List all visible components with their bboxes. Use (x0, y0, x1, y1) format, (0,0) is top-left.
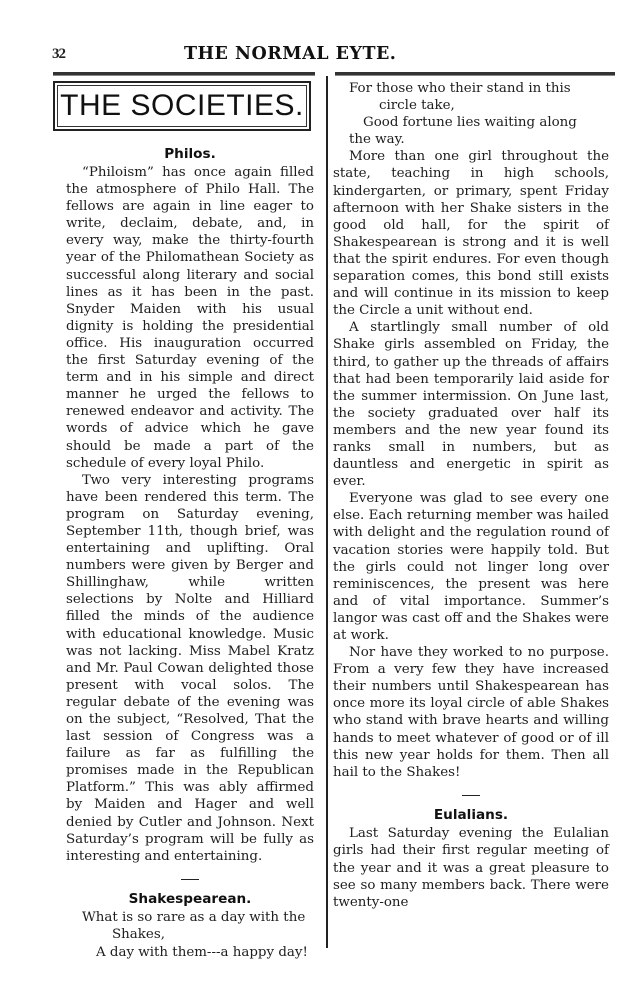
verse-line: What is so rare as a day with the (82, 910, 306, 926)
page-number: 32 (52, 46, 65, 62)
column-divider (326, 76, 328, 948)
section-separator (181, 879, 199, 881)
verse-line: For those who their stand in this (349, 81, 571, 96)
shakespearean-paragraph-3: Everyone was glad to see every one else. Each returning member was hailed with delight and the regulation round of vacation stories were happily told. But the girls could not linger long over reminiscences, the present was here and of vital importance. Summer’s langor was cast off and the Shakes were at work. (333, 491, 609, 643)
section-separator (462, 795, 480, 797)
header-rule-left (53, 72, 315, 76)
left-column (66, 145, 314, 961)
philos-paragraph-2: Two very interesting programs have been rendered this term. The program on Saturday evening, September 11th, though brief, was entertaining and uplifting. Oral numbers were given by Berger and Shillinghaw, while written selections by Nolte and Hilliard filled the minds of the audience with educational knowledge. Music was not lacking. Miss Mabel Kratz and Mr. Paul Cowan delighted those present with vocal solos. The regular debate of the evening was on the subject, “Resolved, That the last session of Congress was a failure as far as fulfilling the promises made in the Republican Platform.” This was ably affirmed by Maiden and Hager and well denied by Cutler and Johnson. Next Saturday’s program will be fully as interesting and entertaining. (66, 472, 314, 864)
verse-line: Good fortune lies waiting along (363, 115, 577, 131)
verse-line: circle take, (379, 98, 455, 114)
section-title-box-inner (57, 85, 307, 127)
shakespearean-paragraph-2: A startlingly small number of old Shake girls assembled on Friday, the third, to gather up the threads of affairs that had been temporarily laid aside for the summer intermission. On June last, the society graduated over half its members and the new year found its ranks small in numbers, but as dauntless and energetic in spirit as ever. (333, 320, 609, 490)
section-title: THE SOCIETIES. (60, 89, 304, 122)
section-title-box (53, 81, 311, 131)
header-rule-right (335, 72, 615, 76)
shakespearean-paragraph-1: More than one girl throughout the state, teaching in high schools, kindergarten, or primary, spent Friday afternoon with her Shake sisters in the good old hall, for the spirit of Shakespearean is strong and it is well that the spirit endures. For even though separation comes, this bond still exists and will continue in its mission to keep the Circle a unit without end. (333, 149, 609, 319)
heading-shakespearean: Shakespearean. (128, 891, 252, 908)
verse-line: Shakes, (112, 927, 165, 943)
philos-paragraph-1: “Philoism” has once again filled the atmosphere of Philo Hall. The fellows are again in line eager to write, declaim, debate, and, in every way, make the thirty-fourth year of the Philomathean Society as successful along literary and social lines as it has been in the past. Snyder Maiden with his usual dignity is holding the presidential office. His inauguration occurred the first Saturday evening of the term and in his simple and direct manner he urged the fellows to renewed endeavor and activity. The words of advice which he gave should be made a part of the schedule of every loyal Philo. (66, 165, 314, 471)
running-header (50, 42, 616, 68)
shakespearean-paragraph-4: Nor have they worked to no purpose. From a very few they have increased their numbers until Shakespearean has once more its loyal circle of able Shakes who stand with brave hearts and willing hands to meet whatever of good or of ill this new year holds for them. Then all hail to the Shakes! (333, 645, 609, 780)
verse-line: the way. (349, 132, 405, 148)
verse-line: A day with them---a happy day! (96, 944, 308, 960)
masthead-title: THE NORMAL EYTE. (184, 44, 397, 64)
eulalians-paragraph-1: Last Saturday evening the Eulalian girls had their first regular meeting of the year and it was a great pleasure to see so many members back. There were twenty-one (333, 826, 609, 910)
right-column (333, 80, 609, 911)
heading-philos: Philos. (164, 146, 216, 162)
heading-eulalians: Eulalians. (433, 807, 509, 824)
